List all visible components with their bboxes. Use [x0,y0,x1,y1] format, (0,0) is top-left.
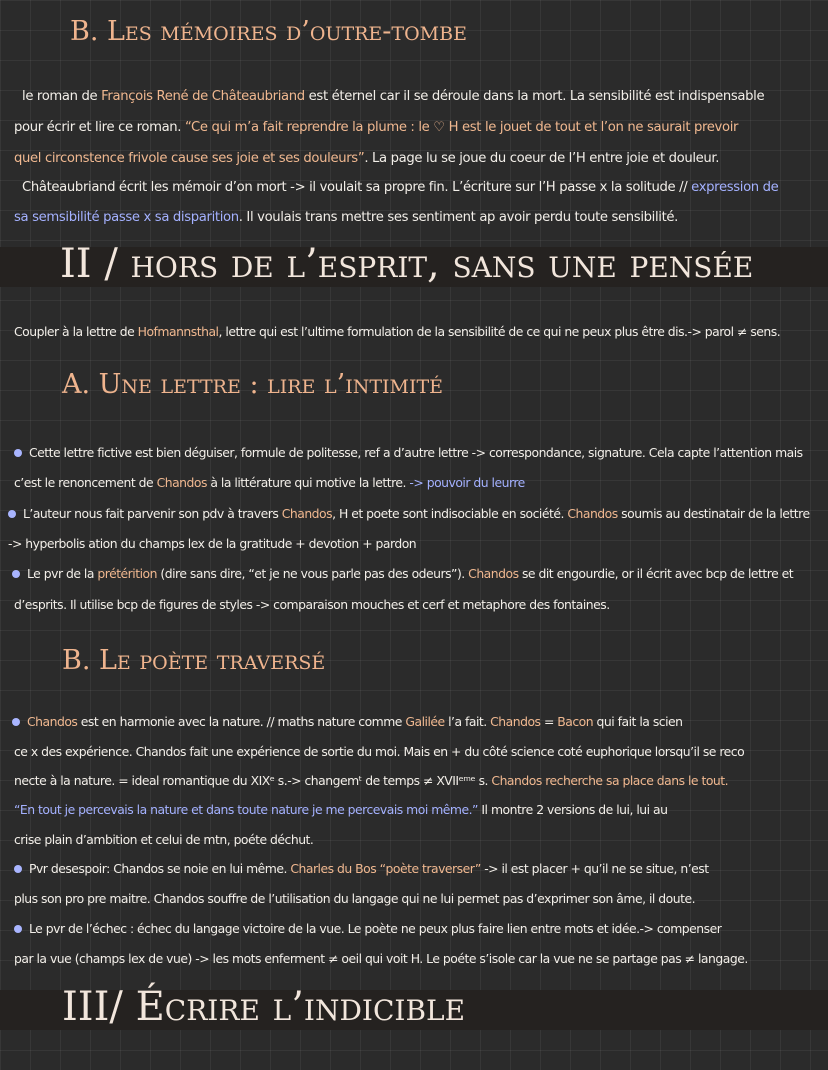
text-line: “En tout je percevais la nature et dans toute nature je me percevais moi même.” Il montre 2 versions de lui, lui au [14,802,668,817]
text-line: pour écrir et lire ce roman. “Ce qui m’a fait reprendre la plume : le ♡ H est le jouet de tout et l’on ne saurait prevoir [14,120,739,135]
section-heading-poete-traverse: B. Le poète traversé [62,645,326,676]
text-line: d’esprits. Il utilise bcp de figures de styles -> comparaison mouches et cerf et metaphore des fontaines. [14,597,610,612]
text-line: sa semsibilité passe x sa disparition. Il voulais trans mettre ses sentiment ap avoir perdu toute sensibilité. [14,210,679,225]
bullet-icon [14,865,22,873]
text-line: Châteaubriand écrit les mémoir d’on mort -> il voulait sa propre fin. L’écriture sur l’H passe x la solitude // expression de [22,180,779,195]
text-line: Coupler à la lettre de Hofmannsthal, lettre qui est l’ultime formulation de la sensibilité de ce qui ne peux plus être dis.-> parol ≠ sens. [14,324,781,339]
list-item: Pvr desespoir: Chandos se noie en lui même. Charles du Bos “poète traverser” -> il est placer + qu’il ne se situe, n’est [14,861,709,876]
list-item: Chandos est en harmonie avec la nature. // maths nature comme Galilée l’a fait. Chandos = Bacon qui fait la scien [12,714,683,729]
bullet-icon [12,570,20,578]
bullet-icon [14,925,22,933]
section-heading-hors-esprit: II / hors de l’esprit, sans une pensée [60,241,754,287]
text-line: -> hyperbolis ation du champs lex de la gratitude + devotion + pardon [8,536,417,551]
section-heading-memoires: B. Les mémoires d’outre-tombe [70,16,467,47]
text-line: plus son pro pre maitre. Chandos souffre de l’utilisation du langage qui ne lui permet pas d’exprimer son âme, il doute. [14,891,696,906]
list-item: Le pvr de l’échec : échec du langage victoire de la vue. Le poète ne peux plus faire lien entre mots et idée.-> compenser [14,921,721,936]
text-line: quel circonstence frivole cause ses joie et ses douleurs”. La page lu se joue du coeur de l’H entre joie et douleur. [14,151,720,166]
text-line: par la vue (champs lex de vue) -> les mots enferment ≠ oeil qui voit H. Le poéte s’isole car la vue ne se partage pas ≠ langage. [14,951,748,966]
bullet-icon [12,718,20,726]
section-heading-une-lettre: A. Une lettre : lire l’intimité [62,369,444,400]
list-item: Le pvr de la prétérition (dire sans dire, “et je ne vous parle pas des odeurs”). Chandos se dit engourdie, or il écrit avec bcp de lettre et [12,566,793,581]
text-line: necte à la nature. = ideal romantique du XIXᵉ s.-> changemᵗ de temps ≠ XVIIᵉᵐᵉ s. Chandos recherche sa place dans le tout. [14,773,729,788]
text-line: ce x des expérience. Chandos fait une expérience de sortie du moi. Mais en + du côté science coté euphorique lorsqu’il se reco [14,744,745,759]
section-heading-ecrire-indicible: III/ Écrire l’indicible [62,984,466,1030]
list-item: Cette lettre fictive est bien déguiser, formule de politesse, ref a d’autre lettre -> correspondance, signature. Cela capte l’attention mais [14,445,803,460]
text-line: crise plain d’ambition et celui de mtn, poéte déchut. [14,832,314,847]
text-line: c’est le renoncement de Chandos à la littérature qui motive la lettre. -> pouvoir du leurre [14,475,525,490]
bullet-icon [14,449,22,457]
bullet-icon [8,510,16,518]
list-item: L’auteur nous fait parvenir son pdv à travers Chandos, H et poete sont indisociable en société. Chandos soumis au destinatair de la lettre [8,506,810,521]
text-line: le roman de François René de Châteaubriand est éternel car il se déroule dans la mort. La sensibilité est indispensable [22,89,765,104]
